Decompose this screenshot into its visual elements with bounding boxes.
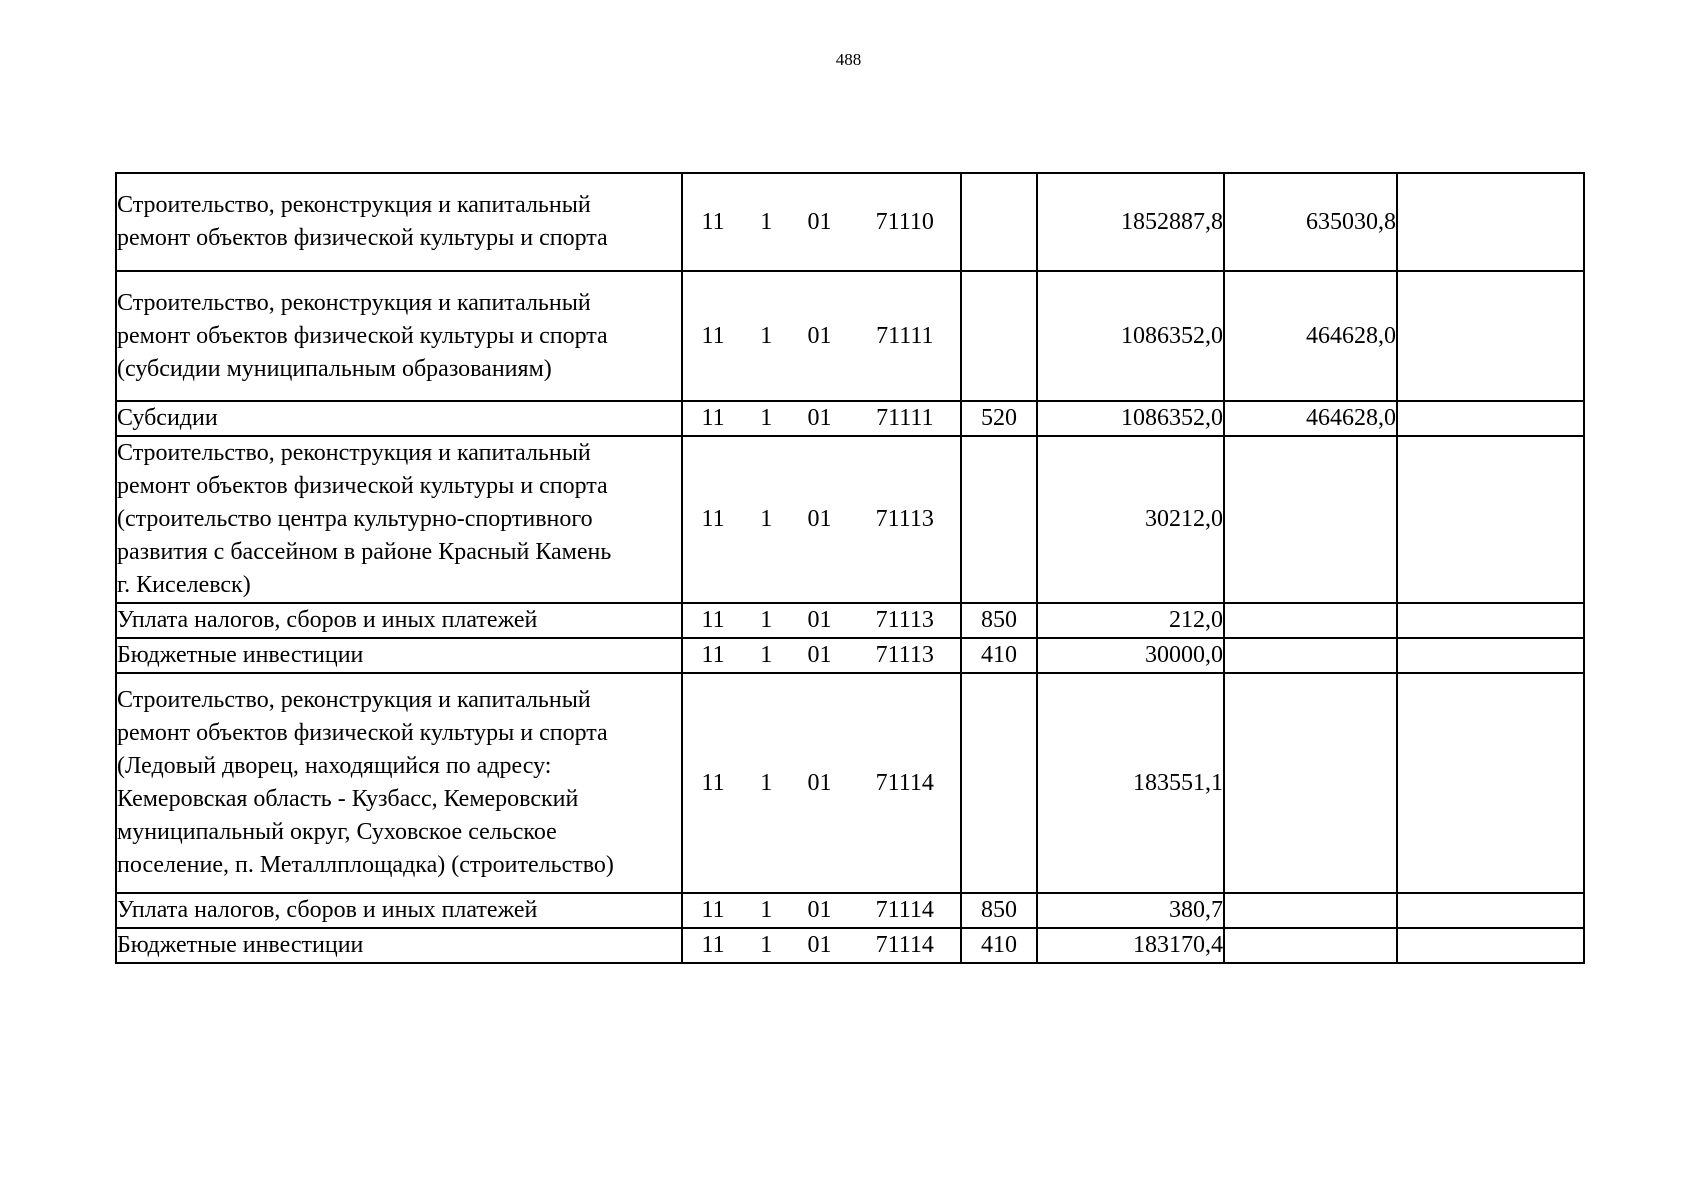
expense-type-code	[961, 673, 1037, 893]
classification-codes	[682, 673, 961, 893]
expense-type-code	[961, 436, 1037, 603]
amount-year-1: 30000,0	[1037, 638, 1224, 673]
amount-year-3	[1397, 401, 1584, 436]
code-program: 1	[760, 607, 773, 633]
row-description	[116, 603, 682, 638]
code-section: 11	[701, 405, 725, 431]
code-direction: 71113	[875, 506, 934, 532]
amount-year-3	[1397, 928, 1584, 963]
amount-year-2	[1224, 436, 1397, 603]
code-program: 1	[760, 208, 773, 235]
amount-year-2	[1224, 893, 1397, 928]
amount-year-1: 1086352,0	[1037, 271, 1224, 401]
code-program: 1	[760, 405, 773, 431]
expense-type-code: 850	[961, 603, 1037, 638]
amount-year-3	[1397, 271, 1584, 401]
description-line: Бюджетные инвестиции	[117, 932, 364, 958]
table-row	[116, 673, 1584, 893]
code-subprogram: 01	[807, 322, 832, 349]
classification-codes	[682, 173, 961, 271]
code-subprogram: 01	[807, 897, 832, 923]
amount-year-2	[1224, 928, 1397, 963]
description-line: Уплата налогов, сборов и иных платежей	[117, 897, 538, 923]
description-line: ремонт объектов физической культуры и спорта	[117, 473, 608, 499]
classification-codes	[682, 928, 961, 963]
amount-year-2	[1224, 603, 1397, 638]
amount-year-1: 30212,0	[1037, 436, 1224, 603]
description-line: (Ледовый дворец, находящийся по адресу:	[117, 753, 552, 779]
code-subprogram: 01	[807, 506, 832, 532]
code-subprogram: 01	[807, 642, 832, 668]
description-line: ремонт объектов физической культуры и спорта	[117, 322, 608, 349]
description-line: Бюджетные инвестиции	[117, 642, 364, 668]
row-description	[116, 673, 682, 893]
code-direction: 71111	[876, 322, 934, 349]
expense-type-code	[961, 173, 1037, 271]
amount-year-1: 183551,1	[1037, 673, 1224, 893]
code-program: 1	[760, 642, 773, 668]
amount-year-2	[1224, 638, 1397, 673]
description-line: муниципальный округ, Суховское сельское	[117, 819, 557, 845]
budget-table	[115, 172, 1585, 964]
amount-year-2: 464628,0	[1224, 401, 1397, 436]
page-number: 488	[835, 50, 862, 69]
amount-year-3	[1397, 436, 1584, 603]
row-description	[116, 928, 682, 963]
amount-year-1: 183170,4	[1037, 928, 1224, 963]
expense-type-code: 410	[961, 928, 1037, 963]
code-subprogram: 01	[807, 405, 832, 431]
row-description	[116, 638, 682, 673]
code-program: 1	[760, 769, 773, 796]
table-row	[116, 603, 1584, 638]
classification-codes	[682, 638, 961, 673]
table-row	[116, 271, 1584, 401]
code-section: 11	[701, 506, 725, 532]
amount-year-3	[1397, 638, 1584, 673]
classification-codes	[682, 893, 961, 928]
code-subprogram: 01	[807, 208, 832, 235]
code-section: 11	[701, 897, 725, 923]
amount-year-2: 464628,0	[1224, 271, 1397, 401]
code-section: 11	[701, 208, 725, 235]
amount-year-3	[1397, 893, 1584, 928]
description-line: г. Киселевск)	[117, 572, 251, 598]
code-subprogram: 01	[807, 769, 832, 796]
classification-codes	[682, 271, 961, 401]
code-section: 11	[701, 642, 725, 668]
row-description	[116, 893, 682, 928]
amount-year-3	[1397, 603, 1584, 638]
code-direction: 71111	[876, 405, 934, 431]
amount-year-1: 1852887,8	[1037, 173, 1224, 271]
code-section: 11	[701, 322, 725, 349]
description-line: (строительство центра культурно-спортивного	[117, 506, 593, 532]
code-section: 11	[701, 769, 725, 796]
description-line: Строительство, реконструкция и капитальный	[117, 289, 591, 316]
description-line: Кемеровская область - Кузбасс, Кемеровский	[117, 786, 579, 812]
description-line: (субсидии муниципальным образованиям)	[117, 355, 552, 382]
expense-type-code: 850	[961, 893, 1037, 928]
code-direction: 71113	[875, 607, 934, 633]
classification-codes	[682, 436, 961, 603]
amount-year-1: 1086352,0	[1037, 401, 1224, 436]
description-line: ремонт объектов физической культуры и спорта	[117, 225, 608, 251]
code-subprogram: 01	[807, 932, 832, 958]
amount-year-2	[1224, 673, 1397, 893]
description-line: Строительство, реконструкция и капитальный	[117, 440, 591, 466]
code-program: 1	[760, 506, 773, 532]
code-direction: 71114	[875, 932, 934, 958]
description-line: развития с бассейном в районе Красный Камень	[117, 539, 612, 565]
table-row	[116, 928, 1584, 963]
description-line: Уплата налогов, сборов и иных платежей	[117, 607, 538, 633]
table-row	[116, 401, 1584, 436]
row-description	[116, 436, 682, 603]
description-line: Строительство, реконструкция и капитальный	[117, 192, 591, 218]
code-direction: 71113	[875, 642, 934, 668]
description-line: Субсидии	[117, 405, 218, 431]
description-line: Строительство, реконструкция и капитальный	[117, 687, 591, 713]
description-line: ремонт объектов физической культуры и спорта	[117, 720, 608, 746]
row-description	[116, 173, 682, 271]
amount-year-2: 635030,8	[1224, 173, 1397, 271]
code-program: 1	[760, 897, 773, 923]
code-direction: 71114	[875, 897, 934, 923]
row-description	[116, 271, 682, 401]
expense-type-code	[961, 271, 1037, 401]
code-section: 11	[701, 607, 725, 633]
table-row	[116, 173, 1584, 271]
table-row	[116, 436, 1584, 603]
code-program: 1	[760, 322, 773, 349]
table-row	[116, 638, 1584, 673]
table-row	[116, 893, 1584, 928]
amount-year-1: 380,7	[1037, 893, 1224, 928]
code-direction: 71110	[875, 208, 934, 235]
expense-type-code: 410	[961, 638, 1037, 673]
row-description	[116, 401, 682, 436]
amount-year-3	[1397, 173, 1584, 271]
code-section: 11	[701, 932, 725, 958]
code-direction: 71114	[875, 769, 934, 796]
description-line: поселение, п. Металлплощадка) (строительство)	[117, 852, 614, 878]
classification-codes	[682, 401, 961, 436]
classification-codes	[682, 603, 961, 638]
amount-year-3	[1397, 673, 1584, 893]
code-program: 1	[760, 932, 773, 958]
budget-table-body	[116, 173, 1584, 963]
code-subprogram: 01	[807, 607, 832, 633]
expense-type-code: 520	[961, 401, 1037, 436]
amount-year-1: 212,0	[1037, 603, 1224, 638]
